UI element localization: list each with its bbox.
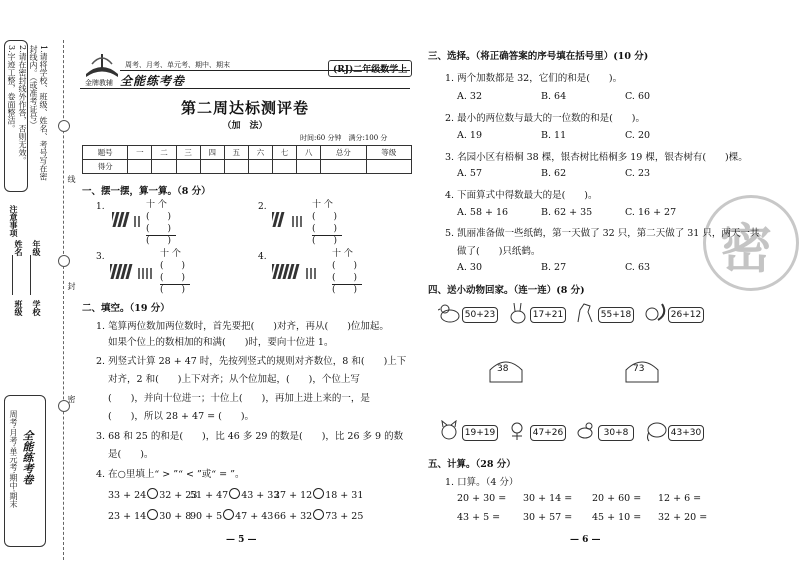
animal-card[interactable]: 17+21 — [530, 307, 566, 323]
choice-q5-c[interactable]: C. 63 — [625, 262, 651, 273]
score-header: 等级 — [366, 146, 412, 160]
score-header: 题号 — [83, 146, 128, 160]
field-school: 学校 — [32, 300, 42, 316]
expr: 47 + 43 — [235, 511, 274, 522]
brand-vertical-sub: 周考·月考·单元考·期中·期末 — [9, 410, 18, 509]
score-cell[interactable] — [366, 160, 412, 174]
notice-line-3: 3.字迹工整，卷面整洁。 — [7, 45, 16, 133]
result-paren: ( ) — [160, 285, 186, 295]
mental-title: 1. 口算。（4 分） — [445, 477, 519, 488]
binding-hole — [58, 255, 70, 267]
score-header: 一 — [128, 146, 152, 160]
mental-item[interactable]: 12 + 6 = — [658, 493, 702, 504]
expr: 32 + 23 — [159, 490, 198, 501]
mental-item[interactable]: 20 + 30 = — [457, 493, 507, 504]
score-header: 七 — [272, 146, 296, 160]
fill-q1-line1: 1. 笔算两位数加两位数时，首先要把( )对齐，再从( )位加起。 — [96, 321, 389, 332]
result-paren: ( ) — [312, 236, 338, 246]
expr: 66 + 32 — [274, 511, 313, 522]
choice-q1: 1. 两个加数都是 32，它们的和是( )。 — [445, 73, 623, 84]
page-title: 第二周达标测评卷 — [180, 99, 309, 117]
problem-number: 3. — [96, 252, 105, 262]
expr: 43 + 33 — [241, 490, 280, 501]
score-header: 六 — [248, 146, 272, 160]
choice-q5-a[interactable]: A. 30 — [457, 262, 482, 273]
fill-q2-line1: 2. 列竖式计算 28 + 47 时，先按列竖式的规则对齐数位，8 和( )上下 — [96, 356, 407, 367]
sum-line — [146, 235, 176, 236]
squirrel-icon — [644, 300, 668, 324]
answer-paren: ( ) — [160, 261, 186, 271]
cat-icon — [438, 420, 460, 442]
animal-card[interactable]: 30+8 — [598, 425, 634, 441]
fill-q2-line3: ( )，并向十位进一；十位上( )，再加上进上来的一，是 — [108, 393, 370, 404]
compare-circle[interactable] — [147, 488, 158, 499]
answer-paren: ( ) — [146, 212, 172, 222]
score-cell[interactable] — [128, 160, 152, 174]
sum-line — [160, 284, 190, 285]
grade-badge: (RJ)二年级数学上 — [328, 60, 412, 77]
mental-item[interactable]: 30 + 14 = — [523, 493, 573, 504]
answer-paren: ( ) — [312, 212, 338, 222]
expr: 18 + 31 — [325, 490, 364, 501]
score-table — [82, 145, 412, 174]
choice-q3-b[interactable]: B. 62 — [541, 168, 567, 179]
choice-q4-c[interactable]: C. 16 + 27 — [625, 207, 677, 218]
score-cell[interactable] — [321, 160, 366, 174]
field-underline — [30, 255, 31, 295]
header-rule — [120, 70, 410, 71]
house-number[interactable]: 38 — [497, 364, 509, 374]
score-header-row — [83, 146, 412, 160]
problem-number: 1. — [96, 202, 105, 212]
brand-title: 全能练考卷 — [120, 74, 186, 88]
book-logo-icon — [84, 50, 120, 80]
choice-q5-b[interactable]: B. 27 — [541, 262, 567, 273]
stamp-char: 密 — [720, 219, 773, 280]
plus-paren: ( ) — [146, 224, 172, 234]
animal-card[interactable]: 47+26 — [530, 425, 566, 441]
choice-q4-b[interactable]: B. 62 + 35 — [541, 207, 593, 218]
mental-item[interactable]: 32 + 20 = — [658, 512, 708, 523]
score-header: 五 — [224, 146, 248, 160]
bird-icon — [574, 420, 596, 442]
score-cell[interactable] — [297, 160, 321, 174]
expr: 51 + 47 — [190, 490, 229, 501]
field-grade: 年级 — [32, 240, 42, 256]
score-header: 三 — [176, 146, 200, 160]
duck-icon — [438, 302, 460, 324]
choice-q4-a[interactable]: A. 58 + 16 — [457, 207, 509, 218]
tens-ones-label: 十 个 — [332, 249, 353, 259]
seal-char-seal: 封 — [67, 282, 76, 290]
notice-title: 注意事项 — [9, 205, 19, 237]
fill-q4-title: 4. 在○里填上“ > ”“ < ”或“ = ”。 — [96, 469, 245, 480]
plus-paren: ( ) — [160, 273, 186, 283]
score-cell[interactable] — [248, 160, 272, 174]
expr: 33 + 24 — [108, 490, 147, 501]
bundles-icon — [272, 262, 330, 280]
binding-strip — [0, 0, 60, 583]
sum-line — [312, 235, 342, 236]
choice-q1-b[interactable]: B. 64 — [541, 91, 567, 102]
house-number[interactable]: 73 — [633, 364, 645, 374]
animal-card[interactable]: 43+30 — [668, 425, 704, 441]
score-header: 八 — [297, 146, 321, 160]
compare-circle[interactable] — [313, 488, 324, 499]
compare-circle[interactable] — [313, 509, 324, 520]
tens-ones-label: 十 个 — [160, 249, 181, 259]
animal-card[interactable]: 19+19 — [462, 425, 498, 441]
choice-q2-b[interactable]: B. 11 — [541, 130, 567, 141]
compare-circle[interactable] — [223, 509, 234, 520]
score-cell[interactable] — [224, 160, 248, 174]
series-text: 周考、月考、单元考、期中、期末 — [125, 61, 230, 69]
choice-q3-c[interactable]: C. 23 — [625, 168, 651, 179]
choice-q1-c[interactable]: C. 60 — [625, 91, 651, 102]
binding-hole — [58, 120, 70, 132]
mental-item[interactable]: 43 + 5 = — [457, 512, 501, 523]
choice-q2-a[interactable]: A. 19 — [457, 130, 482, 141]
fill-q3-line1: 3. 68 和 25 的和是( )，比 46 多 29 的数是( )，比 26 多 9 的数 — [96, 431, 404, 442]
problem-number: 4. — [258, 252, 267, 262]
expr: 27 + 12 — [274, 490, 313, 501]
score-header: 二 — [152, 146, 176, 160]
fill-q1-line2: 如果个位上的数相加的和满( )时，要向十位进 1。 — [108, 337, 334, 348]
bundles-icon — [112, 210, 144, 228]
monkey-icon — [506, 420, 528, 442]
choice-q2: 2. 最小的两位数与最大的一位数的和是( )。 — [445, 113, 645, 124]
score-cell[interactable] — [200, 160, 224, 174]
notice-line-2: 2.请在密封线外作答，否则无效。 — [18, 45, 27, 165]
score-cell[interactable] — [176, 160, 200, 174]
publisher-name: 金牌教辅 — [85, 79, 113, 87]
field-class: 班级 — [14, 300, 24, 316]
plus-paren: ( ) — [332, 273, 358, 283]
plus-paren: ( ) — [312, 224, 338, 234]
score-header: 总分 — [321, 146, 366, 160]
result-paren: ( ) — [332, 285, 358, 295]
choice-q3: 3. 名园小区有梧桐 38 棵，银杏树比梧桐多 19 棵，银杏树有( )棵。 — [445, 152, 748, 163]
choice-q5: 5. 凯丽准备做一些纸鹤，第一天做了 32 只，第二天做了 31 只，两天一共 — [445, 228, 760, 239]
horse-icon — [574, 300, 596, 324]
elephant-icon — [644, 420, 668, 442]
animal-card[interactable]: 50+23 — [462, 307, 498, 323]
bundles-icon — [272, 210, 312, 228]
page-number-right: — 6 — — [570, 535, 601, 545]
score-row — [83, 160, 412, 174]
tens-ones-label: 十 个 — [146, 200, 167, 210]
page-number-left: — 5 — — [226, 535, 257, 545]
section-2-title: 二、填空。（19 分） — [82, 303, 170, 314]
compare-circle[interactable] — [147, 509, 158, 520]
compare-circle[interactable] — [229, 488, 240, 499]
choice-q1-a[interactable]: A. 32 — [457, 91, 482, 102]
result-paren: ( ) — [146, 236, 172, 246]
section-3-title: 三、选择。（将正确答案的序号填在括号里）(10 分) — [428, 51, 649, 62]
fill-q2-line2: 对齐，2 和( )上下对齐；从个位加起，( )，个位上写 — [108, 374, 360, 385]
expr: 90 + 5 — [190, 511, 223, 522]
time-info: 时间:60 分钟 满分:100 分 — [300, 134, 388, 142]
expr: 23 + 14 — [108, 511, 147, 522]
rabbit-icon — [506, 302, 528, 324]
field-underline — [12, 255, 13, 295]
score-cell[interactable] — [272, 160, 296, 174]
brand-vertical: 全能练考卷 — [21, 430, 34, 485]
mental-item[interactable]: 30 + 57 = — [523, 512, 573, 523]
answer-paren: ( ) — [332, 261, 358, 271]
animal-card[interactable]: 55+18 — [598, 307, 634, 323]
tens-ones-label: 十 个 — [312, 200, 333, 210]
mental-item[interactable]: 45 + 10 = — [592, 512, 642, 523]
score-row-label: 得分 — [83, 160, 128, 174]
expr: 30 + 8 — [159, 511, 192, 522]
header-rule — [80, 88, 410, 89]
choice-q4: 4. 下面算式中得数最大的是( )。 — [445, 190, 598, 201]
fill-q2-line4: ( )，所以 28 + 47 = ( )。 — [108, 411, 255, 422]
page-subtitle: （加 法） — [222, 121, 268, 131]
choice-q5-cont: 做了( )只纸鹤。 — [457, 246, 541, 257]
field-name: 姓名 — [14, 240, 24, 256]
bundles-icon — [110, 262, 158, 280]
problem-number: 2. — [258, 202, 267, 212]
mental-item[interactable]: 20 + 60 = — [592, 493, 642, 504]
score-cell[interactable] — [152, 160, 176, 174]
section-1-title: 一、摆一摆，算一算。（8 分） — [82, 186, 211, 197]
section-5-title: 五、计算。（28 分） — [428, 459, 516, 470]
choice-q3-a[interactable]: A. 57 — [457, 168, 482, 179]
seal-line — [63, 40, 64, 560]
animal-card[interactable]: 26+12 — [668, 307, 704, 323]
seal-char-secret: 密 — [67, 395, 76, 403]
fill-q3-line2: 是( )。 — [108, 449, 154, 460]
choice-q2-c[interactable]: C. 20 — [625, 130, 651, 141]
seal-char-line: 线 — [67, 175, 76, 183]
sum-line — [332, 284, 362, 285]
expr: 73 + 25 — [325, 511, 364, 522]
score-header: 四 — [200, 146, 224, 160]
notice-line-1: 1.请将学校、班级、姓名、考号写在密封线内。（或准考证号） — [29, 45, 48, 181]
section-4-title: 四、送小动物回家。（连一连）(8 分) — [428, 285, 585, 296]
